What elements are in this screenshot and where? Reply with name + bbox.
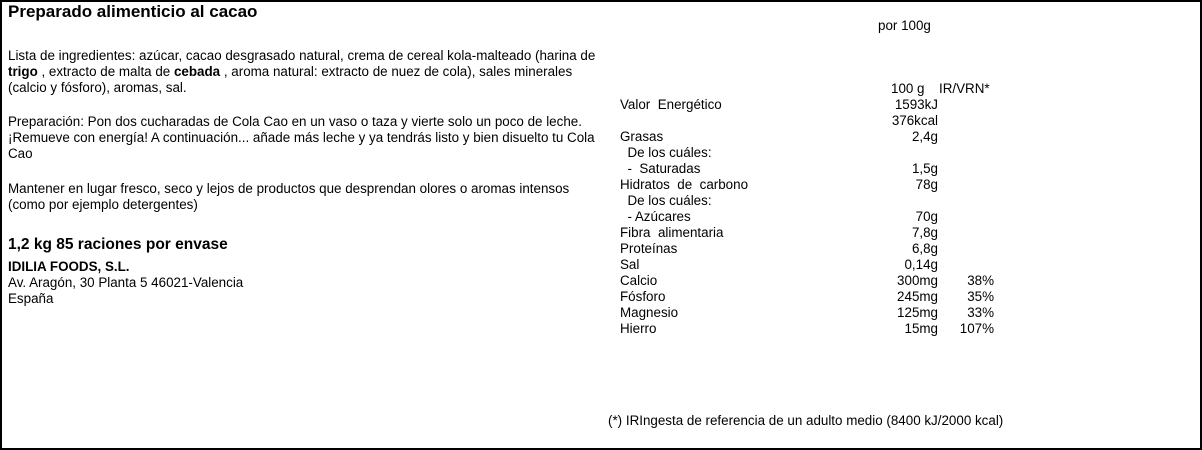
nutrient-value: 78g (915, 177, 938, 192)
nutrient-label: Proteínas (620, 241, 678, 256)
nutrient-label: Valor Energético (620, 97, 722, 112)
company-country: España (8, 291, 54, 306)
nutrition-row (620, 113, 938, 129)
nutrition-row (620, 177, 938, 193)
nutrition-row (620, 129, 938, 145)
nutrition-row (620, 145, 938, 161)
column-100g-header: 100 g (891, 81, 925, 96)
nutrition-row (620, 241, 938, 257)
nutrient-percent: 33% (967, 305, 994, 320)
nutrition-row (620, 193, 938, 209)
nutrient-label: Hierro (620, 321, 657, 336)
nutrient-value: 15mg (904, 321, 938, 336)
nutrient-value: 1,5g (911, 161, 938, 176)
nutrient-label: Sal (620, 257, 640, 272)
company-block (8, 259, 598, 307)
nutrition-row (620, 209, 938, 225)
nutrition-row (620, 257, 938, 273)
nutrient-label: - Saturadas (620, 161, 701, 176)
nutrient-value: 6,8g (911, 241, 938, 256)
nutrition-row (620, 321, 994, 337)
company-address: Av. Aragón, 30 Planta 5 46021-Valencia (8, 275, 244, 290)
nutrition-row (620, 225, 938, 241)
ingredients-part-1: Lista de ingredientes: azúcar, cacao desgrasado natural, crema de cereal kola-malteado (harina de (8, 48, 596, 64)
column-ir-header: IR/VRN* (939, 81, 990, 96)
nutrient-label: De los cuáles: (620, 145, 712, 160)
ingredients-part-2: , extracto de malta de (37, 64, 174, 80)
nutrient-value: 2,4g (911, 129, 938, 144)
per-100g-header: por 100g (878, 18, 931, 33)
nutrient-label: Fibra alimentaria (620, 225, 724, 240)
product-title: Preparado alimenticio al cacao (8, 2, 258, 21)
nutrient-label: Grasas (620, 129, 664, 144)
nutrient-label: Fósforo (620, 289, 666, 304)
nutrition-row (620, 289, 994, 305)
nutrient-label: Calcio (620, 273, 658, 288)
nutrient-label: Hidratos de carbono (620, 177, 749, 192)
nutrient-value: 0,14g (904, 257, 938, 272)
ingredients-part-3: , aroma natural: extracto de nuez de cola), sales minerales (calcio y fósforo), aromas, sal. (8, 64, 573, 96)
preparation-text: Preparación: Pon dos cucharadas de Cola Cao en un vaso o taza y vierte solo un poco de leche.¡Remueve con energía! A continuación... añade más leche y ya tendrás listo y bien disuelto tu Cola Cao (8, 114, 595, 162)
nutrient-percent: 107% (959, 321, 994, 336)
nutrition-row (620, 273, 994, 289)
nutrient-value: 70g (915, 209, 938, 224)
nutrient-value: 376kcal (891, 113, 938, 128)
nutrient-value: 245mg (897, 289, 938, 304)
nutrient-label: - Azúcares (620, 209, 691, 224)
nutrient-label: Magnesio (620, 305, 679, 320)
nutrient-value: 1593kJ (894, 97, 938, 112)
nutrient-percent: 38% (967, 273, 994, 288)
nutrient-value: 7,8g (911, 225, 938, 240)
nutrition-row (620, 97, 938, 113)
nutrient-percent: 35% (967, 289, 994, 304)
allergen-trigo: trigo (8, 64, 38, 80)
footnote: (*) IRIngesta de referencia de un adulto medio (8400 kJ/2000 kcal) (608, 413, 1004, 428)
nutrient-value: 300mg (897, 273, 938, 288)
nutrient-label: De los cuáles: (620, 193, 712, 208)
allergen-cebada: cebada (173, 64, 221, 80)
storage-text: Mantener en lugar fresco, seco y lejos de productos que desprendan olores o aromas intensos (como por ejemplo detergentes) (8, 181, 570, 213)
company-name: IDILIA FOODS, S.L. (8, 259, 130, 274)
nutrition-row (620, 305, 994, 321)
nutrient-value: 125mg (897, 305, 938, 320)
ingredients-text (8, 48, 598, 96)
quantity-text: 1,2 kg 85 raciones por envase (8, 235, 228, 253)
nutrition-row (620, 161, 938, 177)
